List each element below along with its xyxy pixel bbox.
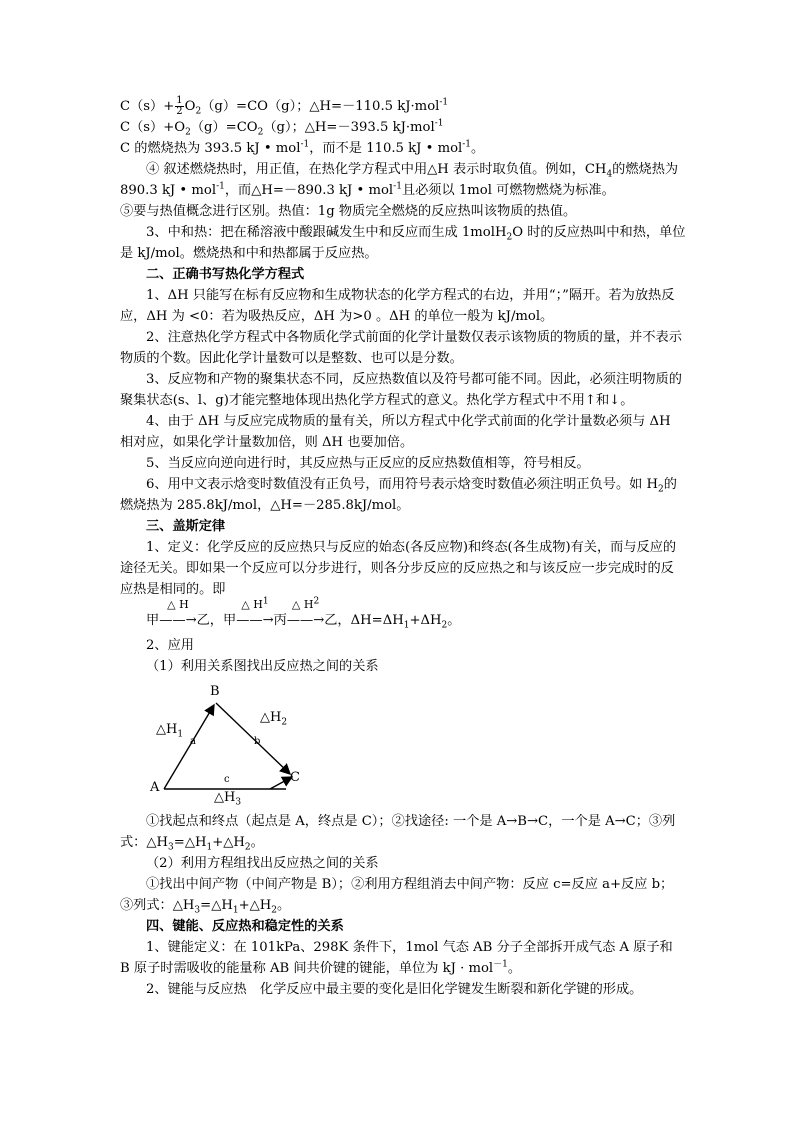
edge-c-label: c xyxy=(224,774,230,785)
paragraph-4: ④ 叙述燃烧热时，用正值，在热化学方程式中用△H 表示时取负值。例如，$CH_4$的燃烧热为 890.3 kJ • mol$^{-1}$，而△H=－890.3 kJ • mol$^{-1}$且必须以 1mol 可燃物燃烧为标准。 xyxy=(120,162,679,198)
delta-h3-label: $\triangle H_3$ xyxy=(214,790,242,808)
section2-item-3: 3、反应物和产物的聚集状态不同，反应热数值以及符号都可能不同。因此，必须注明物质的聚集状态(s、l、g)才能完整地体现出热化学方程式的意义。热化学方程式中不用↑和↓。 xyxy=(120,372,682,408)
section2-item-1: 1、ΔH 只能写在标有反应物和生成物状态的化学方程式的右边，并用“；”隔开。若为放热反应，ΔH 为 <0：若为吸热反应，ΔH 为>0 。ΔH 的单位一般为 kJ/mol。 xyxy=(120,288,675,324)
node-a-label: A xyxy=(150,780,160,795)
section3-steps-1: ①找起点和终点（起点是 A，终点是 C）；②找途径: 一个是 A→B→C，一个是 A→C；③列式：$\triangle H_3=\triangle H_1+\triangle H_2$。 xyxy=(120,814,676,853)
section-heading-2: 二、正确书写热化学方程式 xyxy=(146,267,305,282)
combustion-heat-note: C 的燃烧热为 393.5 kJ • mol$^{-1}$，而不是 110.5 kJ • mol$^{-1}$。 xyxy=(120,139,485,156)
section3-method-1: （1）利用关系图找出反应热之间的关系 xyxy=(146,659,379,674)
equation-c-to-co2: $C(s)+O_2(g)=CO_2(g)$；△H=－393.5 kJ·mol$^{-1}$ xyxy=(120,118,444,138)
delta-h2-label: $\triangle H_2$ xyxy=(260,710,288,728)
paragraph-5: ⑤要与热值概念进行区别。热值：1g 物质完全燃烧的反应热叫该物质的热值。 xyxy=(120,204,577,219)
document-page xyxy=(120,96,686,1000)
section2-item-4: 4、由于 ΔH 与反应完成物质的量有关，所以方程式中化学式前面的化学计量数必须与 ΔH 相对应，如果化学计量数加倍，则 ΔH 也要加倍。 xyxy=(120,414,671,450)
arrow-a-to-b xyxy=(164,705,214,789)
section4-item-2: 2、键能与反应热 化学反应中最主要的变化是旧化学键发生断裂和新化学键的形成。 xyxy=(146,982,643,997)
section-heading-3: 三、盖斯定律 xyxy=(146,519,226,534)
section3-method-2: （2）利用方程组找出反应热之间的关系 xyxy=(146,856,379,871)
fraction-one-half: $\frac{1}{2}$ xyxy=(176,95,183,117)
node-c-label: C xyxy=(290,770,300,785)
paragraph-neutralization: 3、中和热：把在稀溶液中酸跟碱发生中和反应而生成 1molH$_2$O 时的反应热叫中和热，单位是 kJ/mol。燃烧热和中和热都属于反应热。 xyxy=(120,225,686,261)
edge-a-label: a xyxy=(190,736,196,747)
edge-b-label: b xyxy=(254,736,261,747)
section3-definition: 1、定义：化学反应的反应热只与反应的始态(各反应物)和终态(各生成物)有关，而与反应的途径无关。即如果一个反应可以分步进行，则各分步反应的反应热之和与该反应一步完成时的反应热是相同的。即 xyxy=(120,540,677,597)
hess-chain-equation: 甲 △ H ——→乙，甲 △ $H^1$ ——→丙 △ $H^2$ ——→乙，$\Delta H=\Delta H_1+\Delta H_2$。 xyxy=(146,596,461,631)
reaction-arrow: △ $H^2$ ——→ xyxy=(286,596,325,628)
triangle-svg xyxy=(150,681,350,809)
hess-triangle-diagram xyxy=(120,681,686,809)
section3-application: 2、应用 xyxy=(146,638,194,653)
section2-item-5: 5、当反应向逆向进行时，其反应热与正反应的反应热数值相等，符号相反。 xyxy=(146,456,590,471)
section2-item-2: 2、注意热化学方程式中各物质化学式前面的化学计量数仅表示该物质的物质的量，并不表示物质的个数。因此化学计量数可以是整数、也可以是分数。 xyxy=(120,330,682,366)
node-b-label: B xyxy=(210,684,220,699)
reaction-arrow: △ $H^1$ ——→ xyxy=(236,596,274,628)
section2-item-6: 6、用中文表示焓变时数值没有正负号，而用符号表示焓变时数值必须注明正负号。如 $H_2$的燃烧热为 285.8kJ/mol，△H=－285.8kJ/mol。 xyxy=(120,477,677,513)
section-heading-4: 四、键能、反应热和稳定性的关系 xyxy=(146,919,344,934)
section3-steps-2: ①找出中间产物（中间产物是 B）；②利用方程组消去中间产物：反应 c=反应 a+反应 b；③列式：$\triangle H_3=\triangle H_1+\triangle H_2$。 xyxy=(120,877,674,916)
equation-c-to-co: C（s）+ $\frac{1}{2}$ $O_2(g)=CO(g)$；△H=－110.5 kJ·mol$^{-1}$ xyxy=(120,95,449,117)
section4-item-1: 1、键能定义：在 101kPa、298K 条件下，1mol 气态 AB 分子全部拆开成气态 A 原子和 B 原子时需吸收的能量称 AB 间共价键的键能，单位为 kJ · mol$^{-1}$。 xyxy=(120,940,673,976)
reaction-arrow: △ H ——→ xyxy=(159,598,197,628)
delta-h1-label: $\triangle H_1$ xyxy=(156,722,184,740)
